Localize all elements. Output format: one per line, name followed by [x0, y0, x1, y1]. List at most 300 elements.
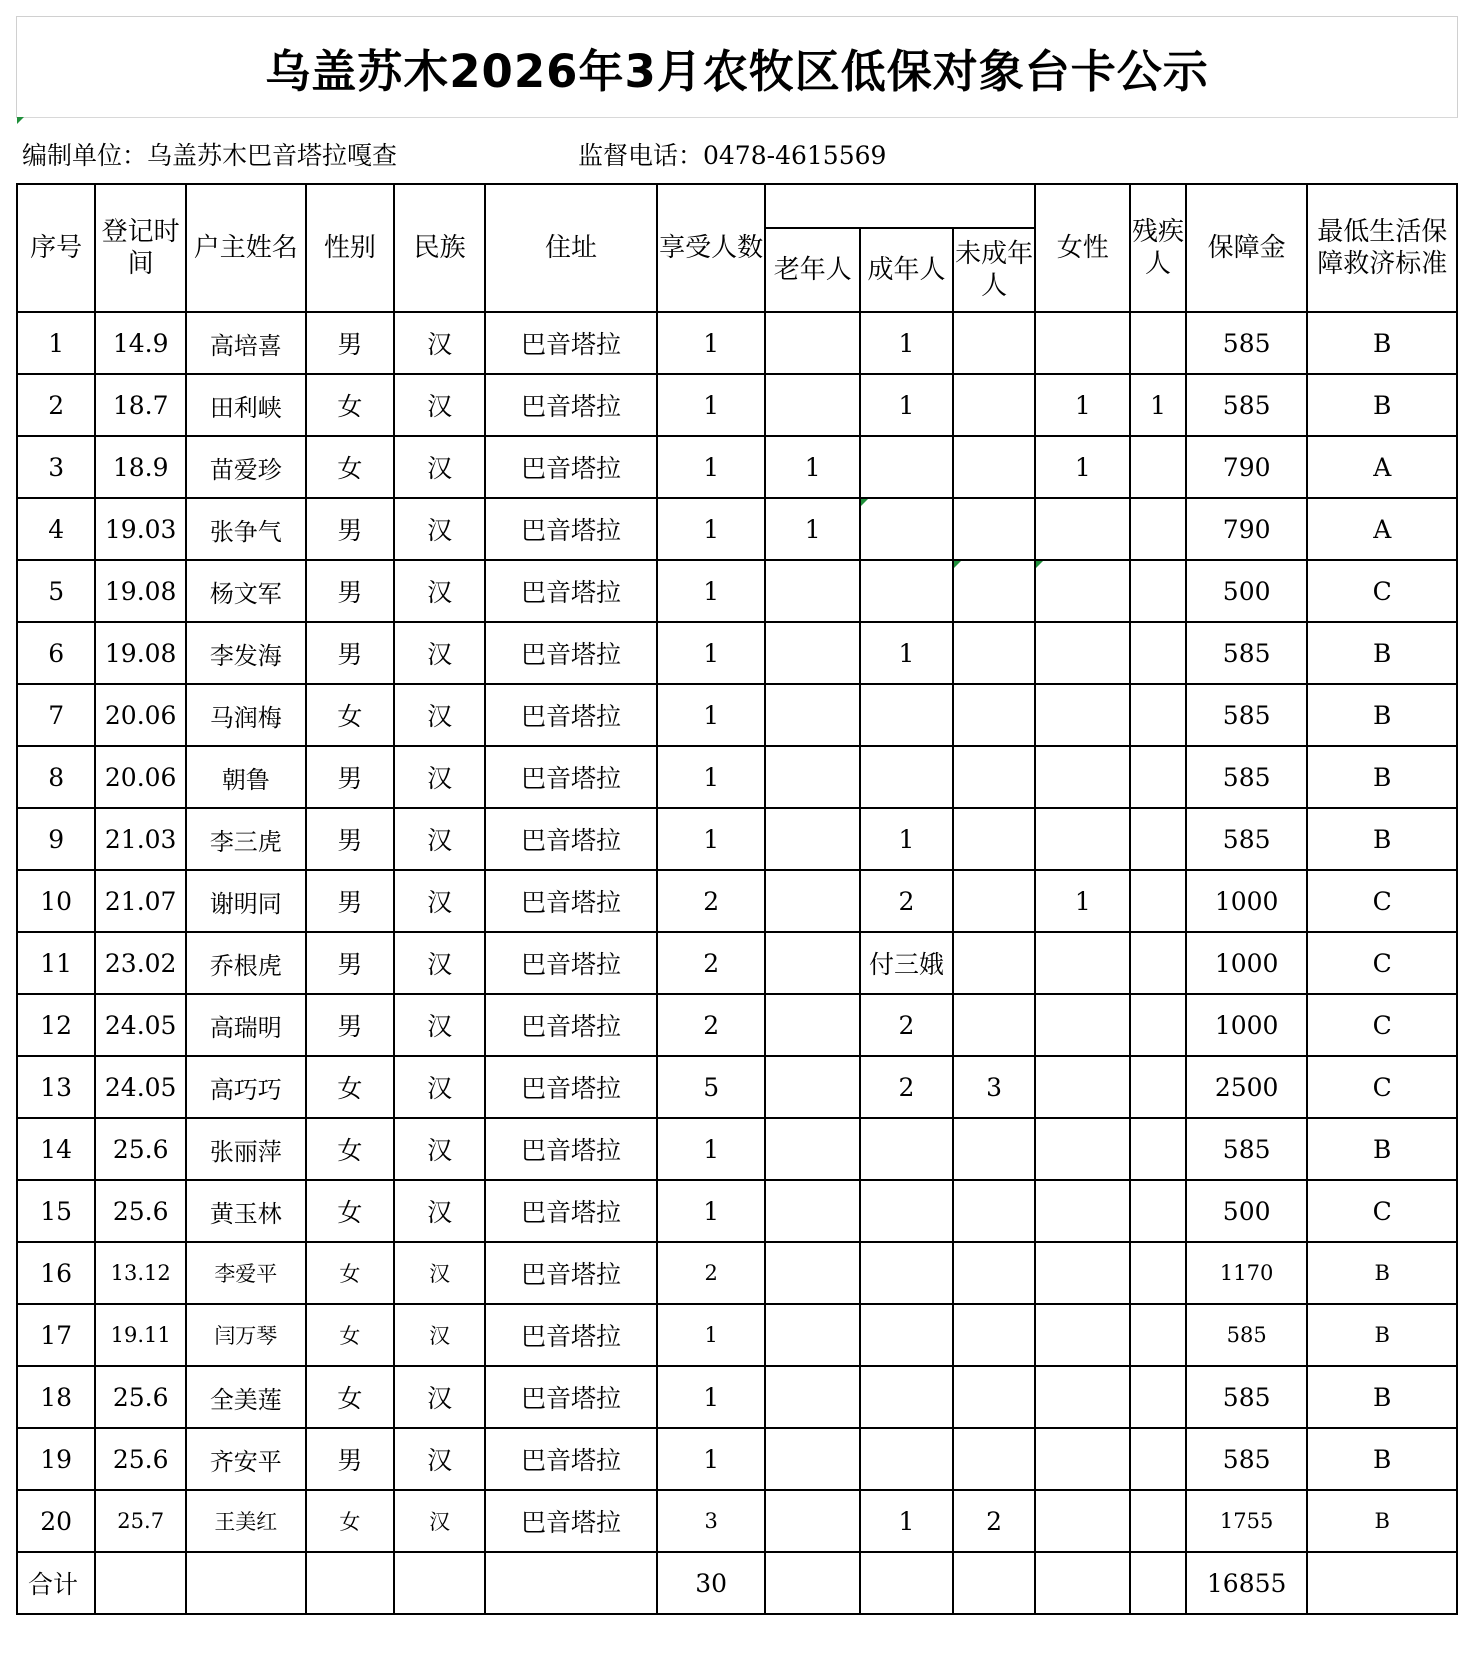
- cell-name: 马润梅: [186, 684, 306, 746]
- cell-persons: 1: [657, 436, 765, 498]
- compiling-unit: 编制单位：乌盖苏木巴音塔拉嘎查: [22, 141, 398, 170]
- cell-address: 巴音塔拉: [485, 994, 657, 1056]
- cell-seq: 17: [17, 1304, 95, 1366]
- cell-name: 高巧巧: [186, 1056, 306, 1118]
- cell-standard: B: [1307, 1366, 1457, 1428]
- cell-reg-time: 20.06: [95, 746, 186, 808]
- cell-seq: 18: [17, 1366, 95, 1428]
- cell-seq: 5: [17, 560, 95, 622]
- cell-minor: [953, 1242, 1035, 1304]
- cell-amount: 1000: [1186, 932, 1308, 994]
- cell-disabled: [1130, 560, 1186, 622]
- cell-minor: [953, 994, 1035, 1056]
- cell-gender: 女: [306, 1304, 395, 1366]
- cell-persons: 1: [657, 808, 765, 870]
- cell-elderly: [765, 808, 860, 870]
- cell-standard: B: [1307, 1428, 1457, 1490]
- cell-amount: 585: [1186, 1118, 1308, 1180]
- cell-disabled: [1130, 1428, 1186, 1490]
- cell-female: [1035, 1056, 1130, 1118]
- cell-disabled: [1130, 684, 1186, 746]
- cell-ethnicity: 汉: [394, 1118, 485, 1180]
- cell-gender: 女: [306, 1056, 395, 1118]
- cell-elderly: [765, 1490, 860, 1552]
- cell-name: 张争气: [186, 498, 306, 560]
- cell-gender: 女: [306, 1490, 395, 1552]
- allowance-table: [16, 183, 1458, 1615]
- cell-minor: [953, 498, 1035, 560]
- table-row: [17, 1180, 1457, 1242]
- cell-address: 巴音塔拉: [485, 1428, 657, 1490]
- table-row: [17, 312, 1457, 374]
- cell-disabled: [1130, 1304, 1186, 1366]
- cell-gender: 女: [306, 1118, 395, 1180]
- cell-disabled: [1130, 1366, 1186, 1428]
- cell-disabled: [1130, 746, 1186, 808]
- cell-standard: C: [1307, 1056, 1457, 1118]
- cell-standard: B: [1307, 1490, 1457, 1552]
- cell-address: 巴音塔拉: [485, 1304, 657, 1366]
- cell-amount: 1000: [1186, 994, 1308, 1056]
- total-empty-cell: [186, 1552, 306, 1614]
- cell-gender: 男: [306, 808, 395, 870]
- cell-adult: 2: [860, 870, 953, 932]
- cell-female: 1: [1035, 436, 1130, 498]
- cell-seq: 16: [17, 1242, 95, 1304]
- cell-persons: 1: [657, 560, 765, 622]
- cell-female: 1: [1035, 870, 1130, 932]
- cell-name: 苗爱珍: [186, 436, 306, 498]
- cell-address: 巴音塔拉: [485, 932, 657, 994]
- cell-ethnicity: 汉: [394, 1304, 485, 1366]
- cell-seq: 15: [17, 1180, 95, 1242]
- table-row: [17, 436, 1457, 498]
- cell-gender: 男: [306, 312, 395, 374]
- cell-disabled: [1130, 498, 1186, 560]
- total-empty-cell: [1130, 1552, 1186, 1614]
- comment-marker-icon: [861, 499, 868, 506]
- cell-address: 巴音塔拉: [485, 1180, 657, 1242]
- cell-adult: 2: [860, 994, 953, 1056]
- cell-persons: 1: [657, 1180, 765, 1242]
- cell-seq: 4: [17, 498, 95, 560]
- cell-ethnicity: 汉: [394, 684, 485, 746]
- cell-address: 巴音塔拉: [485, 1242, 657, 1304]
- cell-name: 高培喜: [186, 312, 306, 374]
- cell-amount: 790: [1186, 436, 1308, 498]
- cell-elderly: [765, 1180, 860, 1242]
- supervision-phone: 监督电话：0478-4615569: [578, 141, 887, 170]
- cell-minor: [953, 808, 1035, 870]
- cell-adult: 付三娥: [860, 932, 953, 994]
- cell-persons: 3: [657, 1490, 765, 1552]
- cell-address: 巴音塔拉: [485, 436, 657, 498]
- cell-minor: 3: [953, 1056, 1035, 1118]
- cell-address: 巴音塔拉: [485, 1118, 657, 1180]
- cell-persons: 1: [657, 374, 765, 436]
- cell-elderly: [765, 560, 860, 622]
- table-row: [17, 994, 1457, 1056]
- cell-female: [1035, 1490, 1130, 1552]
- header-disabled: 残疾人: [1130, 184, 1186, 312]
- cell-standard: C: [1307, 870, 1457, 932]
- cell-reg-time: 25.6: [95, 1428, 186, 1490]
- cell-standard: B: [1307, 1242, 1457, 1304]
- cell-gender: 男: [306, 498, 395, 560]
- cell-amount: 585: [1186, 808, 1308, 870]
- cell-adult: 1: [860, 312, 953, 374]
- total-empty-cell: [1307, 1552, 1457, 1614]
- header-amount: 保障金: [1186, 184, 1308, 312]
- header-minor: 未成年人: [953, 228, 1035, 312]
- cell-disabled: [1130, 1056, 1186, 1118]
- cell-address: 巴音塔拉: [485, 374, 657, 436]
- table-row: [17, 1056, 1457, 1118]
- cell-standard: B: [1307, 684, 1457, 746]
- cell-address: 巴音塔拉: [485, 1366, 657, 1428]
- cell-ethnicity: 汉: [394, 622, 485, 684]
- cell-minor: [953, 560, 1035, 622]
- cell-name: 李爱平: [186, 1242, 306, 1304]
- cell-seq: 10: [17, 870, 95, 932]
- cell-seq: 13: [17, 1056, 95, 1118]
- cell-adult: [860, 498, 953, 560]
- cell-disabled: [1130, 312, 1186, 374]
- cell-female: [1035, 1118, 1130, 1180]
- cell-minor: 2: [953, 1490, 1035, 1552]
- cell-disabled: [1130, 932, 1186, 994]
- page-title: 乌盖苏木2026年3月农牧区低保对象台卡公示: [265, 44, 1209, 98]
- cell-amount: 585: [1186, 374, 1308, 436]
- cell-reg-time: 18.9: [95, 436, 186, 498]
- header-persons: 享受人数: [657, 184, 765, 312]
- total-empty-cell: [95, 1552, 186, 1614]
- total-empty-cell: [306, 1552, 395, 1614]
- table-row: [17, 1242, 1457, 1304]
- cell-seq: 9: [17, 808, 95, 870]
- cell-female: [1035, 994, 1130, 1056]
- cell-ethnicity: 汉: [394, 746, 485, 808]
- cell-minor: [953, 746, 1035, 808]
- cell-female: [1035, 1366, 1130, 1428]
- cell-seq: 6: [17, 622, 95, 684]
- table-row: [17, 622, 1457, 684]
- cell-minor: [953, 312, 1035, 374]
- cell-female: [1035, 684, 1130, 746]
- cell-minor: [953, 1180, 1035, 1242]
- cell-elderly: 1: [765, 498, 860, 560]
- cell-standard: A: [1307, 436, 1457, 498]
- cell-disabled: [1130, 808, 1186, 870]
- cell-disabled: [1130, 870, 1186, 932]
- cell-adult: [860, 1180, 953, 1242]
- header-standard: 最低生活保障救济标准: [1307, 184, 1457, 312]
- cell-name: 李三虎: [186, 808, 306, 870]
- cell-ethnicity: 汉: [394, 870, 485, 932]
- cell-address: 巴音塔拉: [485, 560, 657, 622]
- cell-minor: [953, 1118, 1035, 1180]
- cell-name: 朝鲁: [186, 746, 306, 808]
- cell-amount: 1000: [1186, 870, 1308, 932]
- cell-adult: [860, 1366, 953, 1428]
- cell-amount: 1170: [1186, 1242, 1308, 1304]
- total-persons: 30: [657, 1552, 765, 1614]
- cell-persons: 1: [657, 1304, 765, 1366]
- cell-persons: 1: [657, 622, 765, 684]
- cell-address: 巴音塔拉: [485, 312, 657, 374]
- cell-adult: [860, 436, 953, 498]
- cell-gender: 男: [306, 870, 395, 932]
- cell-persons: 1: [657, 498, 765, 560]
- table-row: [17, 1366, 1457, 1428]
- cell-reg-time: 25.6: [95, 1180, 186, 1242]
- cell-standard: A: [1307, 498, 1457, 560]
- cell-ethnicity: 汉: [394, 312, 485, 374]
- header-gender: 性别: [306, 184, 395, 312]
- cell-gender: 男: [306, 994, 395, 1056]
- cell-elderly: [765, 374, 860, 436]
- cell-disabled: [1130, 994, 1186, 1056]
- cell-disabled: [1130, 1118, 1186, 1180]
- cell-ethnicity: 汉: [394, 1056, 485, 1118]
- cell-name: 黄玉林: [186, 1180, 306, 1242]
- cell-persons: 1: [657, 1428, 765, 1490]
- header-reg-time: 登记时间: [95, 184, 186, 312]
- cell-female: [1035, 312, 1130, 374]
- table-row: [17, 1304, 1457, 1366]
- cell-amount: 585: [1186, 1428, 1308, 1490]
- cell-standard: B: [1307, 808, 1457, 870]
- cell-reg-time: 19.11: [95, 1304, 186, 1366]
- cell-minor: [953, 684, 1035, 746]
- table-row: [17, 560, 1457, 622]
- total-empty-cell: [765, 1552, 860, 1614]
- cell-standard: B: [1307, 374, 1457, 436]
- cell-address: 巴音塔拉: [485, 1490, 657, 1552]
- cell-reg-time: 21.03: [95, 808, 186, 870]
- cell-adult: [860, 1304, 953, 1366]
- cell-female: [1035, 622, 1130, 684]
- cell-standard: B: [1307, 622, 1457, 684]
- header-name: 户主姓名: [186, 184, 306, 312]
- cell-standard: B: [1307, 1304, 1457, 1366]
- cell-name: 张丽萍: [186, 1118, 306, 1180]
- cell-adult: 1: [860, 374, 953, 436]
- cell-elderly: [765, 932, 860, 994]
- cell-disabled: [1130, 1180, 1186, 1242]
- cell-female: [1035, 932, 1130, 994]
- cell-gender: 男: [306, 560, 395, 622]
- table-row: [17, 498, 1457, 560]
- cell-gender: 女: [306, 1180, 395, 1242]
- cell-persons: 1: [657, 1366, 765, 1428]
- cell-standard: C: [1307, 1180, 1457, 1242]
- cell-gender: 男: [306, 932, 395, 994]
- cell-amount: 585: [1186, 1366, 1308, 1428]
- table-row: [17, 870, 1457, 932]
- cell-reg-time: 24.05: [95, 994, 186, 1056]
- cell-adult: [860, 1242, 953, 1304]
- header-adult: 成年人: [860, 228, 953, 312]
- cell-minor: [953, 622, 1035, 684]
- cell-adult: [860, 746, 953, 808]
- cell-amount: 2500: [1186, 1056, 1308, 1118]
- cell-reg-time: 25.7: [95, 1490, 186, 1552]
- cell-amount: 585: [1186, 684, 1308, 746]
- cell-address: 巴音塔拉: [485, 1056, 657, 1118]
- cell-female: [1035, 1428, 1130, 1490]
- cell-gender: 男: [306, 1428, 395, 1490]
- cell-gender: 男: [306, 746, 395, 808]
- cell-persons: 2: [657, 994, 765, 1056]
- cell-amount: 585: [1186, 1304, 1308, 1366]
- cell-female: [1035, 1180, 1130, 1242]
- cell-gender: 男: [306, 622, 395, 684]
- cell-address: 巴音塔拉: [485, 684, 657, 746]
- cell-female: [1035, 560, 1130, 622]
- cell-address: 巴音塔拉: [485, 870, 657, 932]
- comment-marker-icon: [1036, 561, 1043, 568]
- cell-seq: 1: [17, 312, 95, 374]
- cell-elderly: [765, 622, 860, 684]
- cell-seq: 2: [17, 374, 95, 436]
- table-row: [17, 1118, 1457, 1180]
- cell-female: 1: [1035, 374, 1130, 436]
- cell-ethnicity: 汉: [394, 498, 485, 560]
- total-empty-cell: [1035, 1552, 1130, 1614]
- cell-persons: 5: [657, 1056, 765, 1118]
- cell-standard: B: [1307, 1118, 1457, 1180]
- cell-disabled: [1130, 436, 1186, 498]
- cell-name: 田利峡: [186, 374, 306, 436]
- cell-gender: 女: [306, 1366, 395, 1428]
- cell-name: 闫万琴: [186, 1304, 306, 1366]
- cell-reg-time: 25.6: [95, 1366, 186, 1428]
- cell-disabled: [1130, 1490, 1186, 1552]
- cell-amount: 500: [1186, 560, 1308, 622]
- cell-name: 李发海: [186, 622, 306, 684]
- cell-elderly: [765, 1242, 860, 1304]
- cell-elderly: [765, 1056, 860, 1118]
- total-empty-cell: [485, 1552, 657, 1614]
- table-row: [17, 1490, 1457, 1552]
- cell-ethnicity: 汉: [394, 808, 485, 870]
- cell-seq: 7: [17, 684, 95, 746]
- total-amount: 16855: [1186, 1552, 1308, 1614]
- comment-marker-icon: [17, 117, 24, 124]
- cell-seq: 11: [17, 932, 95, 994]
- cell-adult: 1: [860, 808, 953, 870]
- total-row: [17, 1552, 1457, 1614]
- cell-persons: 2: [657, 1242, 765, 1304]
- cell-name: 谢明同: [186, 870, 306, 932]
- cell-reg-time: 19.08: [95, 560, 186, 622]
- cell-persons: 1: [657, 746, 765, 808]
- cell-ethnicity: 汉: [394, 374, 485, 436]
- cell-reg-time: 13.12: [95, 1242, 186, 1304]
- total-empty-cell: [953, 1552, 1035, 1614]
- cell-gender: 女: [306, 684, 395, 746]
- cell-disabled: 1: [1130, 374, 1186, 436]
- cell-elderly: [765, 1118, 860, 1180]
- cell-name: 杨文军: [186, 560, 306, 622]
- cell-amount: 585: [1186, 312, 1308, 374]
- cell-minor: [953, 932, 1035, 994]
- cell-name: 齐安平: [186, 1428, 306, 1490]
- cell-seq: 14: [17, 1118, 95, 1180]
- header-group-blank: [765, 184, 1035, 228]
- cell-gender: 女: [306, 436, 395, 498]
- cell-address: 巴音塔拉: [485, 498, 657, 560]
- cell-minor: [953, 1304, 1035, 1366]
- cell-gender: 女: [306, 374, 395, 436]
- cell-adult: [860, 560, 953, 622]
- cell-ethnicity: 汉: [394, 560, 485, 622]
- table-row: [17, 684, 1457, 746]
- cell-elderly: [765, 746, 860, 808]
- table-row: [17, 1428, 1457, 1490]
- cell-minor: [953, 1428, 1035, 1490]
- cell-seq: 20: [17, 1490, 95, 1552]
- cell-seq: 8: [17, 746, 95, 808]
- cell-minor: [953, 1366, 1035, 1428]
- cell-disabled: [1130, 622, 1186, 684]
- cell-gender: 女: [306, 1242, 395, 1304]
- cell-amount: 500: [1186, 1180, 1308, 1242]
- cell-reg-time: 25.6: [95, 1118, 186, 1180]
- cell-reg-time: 14.9: [95, 312, 186, 374]
- cell-ethnicity: 汉: [394, 1366, 485, 1428]
- cell-amount: 790: [1186, 498, 1308, 560]
- cell-elderly: [765, 870, 860, 932]
- total-empty-cell: [394, 1552, 485, 1614]
- cell-ethnicity: 汉: [394, 1242, 485, 1304]
- cell-reg-time: 18.7: [95, 374, 186, 436]
- cell-amount: 585: [1186, 746, 1308, 808]
- table-row: [17, 374, 1457, 436]
- total-empty-cell: [860, 1552, 953, 1614]
- table-row: [17, 932, 1457, 994]
- table-row: [17, 808, 1457, 870]
- cell-reg-time: 19.03: [95, 498, 186, 560]
- cell-standard: B: [1307, 746, 1457, 808]
- cell-ethnicity: 汉: [394, 436, 485, 498]
- cell-elderly: [765, 1304, 860, 1366]
- cell-persons: 1: [657, 1118, 765, 1180]
- table-row: [17, 746, 1457, 808]
- cell-ethnicity: 汉: [394, 1180, 485, 1242]
- cell-standard: C: [1307, 994, 1457, 1056]
- cell-elderly: [765, 684, 860, 746]
- cell-seq: 12: [17, 994, 95, 1056]
- cell-elderly: [765, 1428, 860, 1490]
- cell-reg-time: 24.05: [95, 1056, 186, 1118]
- cell-name: 全美莲: [186, 1366, 306, 1428]
- table-header-row: [17, 184, 1457, 228]
- cell-elderly: [765, 312, 860, 374]
- cell-persons: 1: [657, 684, 765, 746]
- cell-adult: [860, 1118, 953, 1180]
- cell-persons: 2: [657, 870, 765, 932]
- cell-ethnicity: 汉: [394, 994, 485, 1056]
- cell-standard: C: [1307, 560, 1457, 622]
- cell-persons: 2: [657, 932, 765, 994]
- cell-amount: 585: [1186, 622, 1308, 684]
- cell-minor: [953, 436, 1035, 498]
- cell-adult: 1: [860, 1490, 953, 1552]
- cell-elderly: 1: [765, 436, 860, 498]
- cell-persons: 1: [657, 312, 765, 374]
